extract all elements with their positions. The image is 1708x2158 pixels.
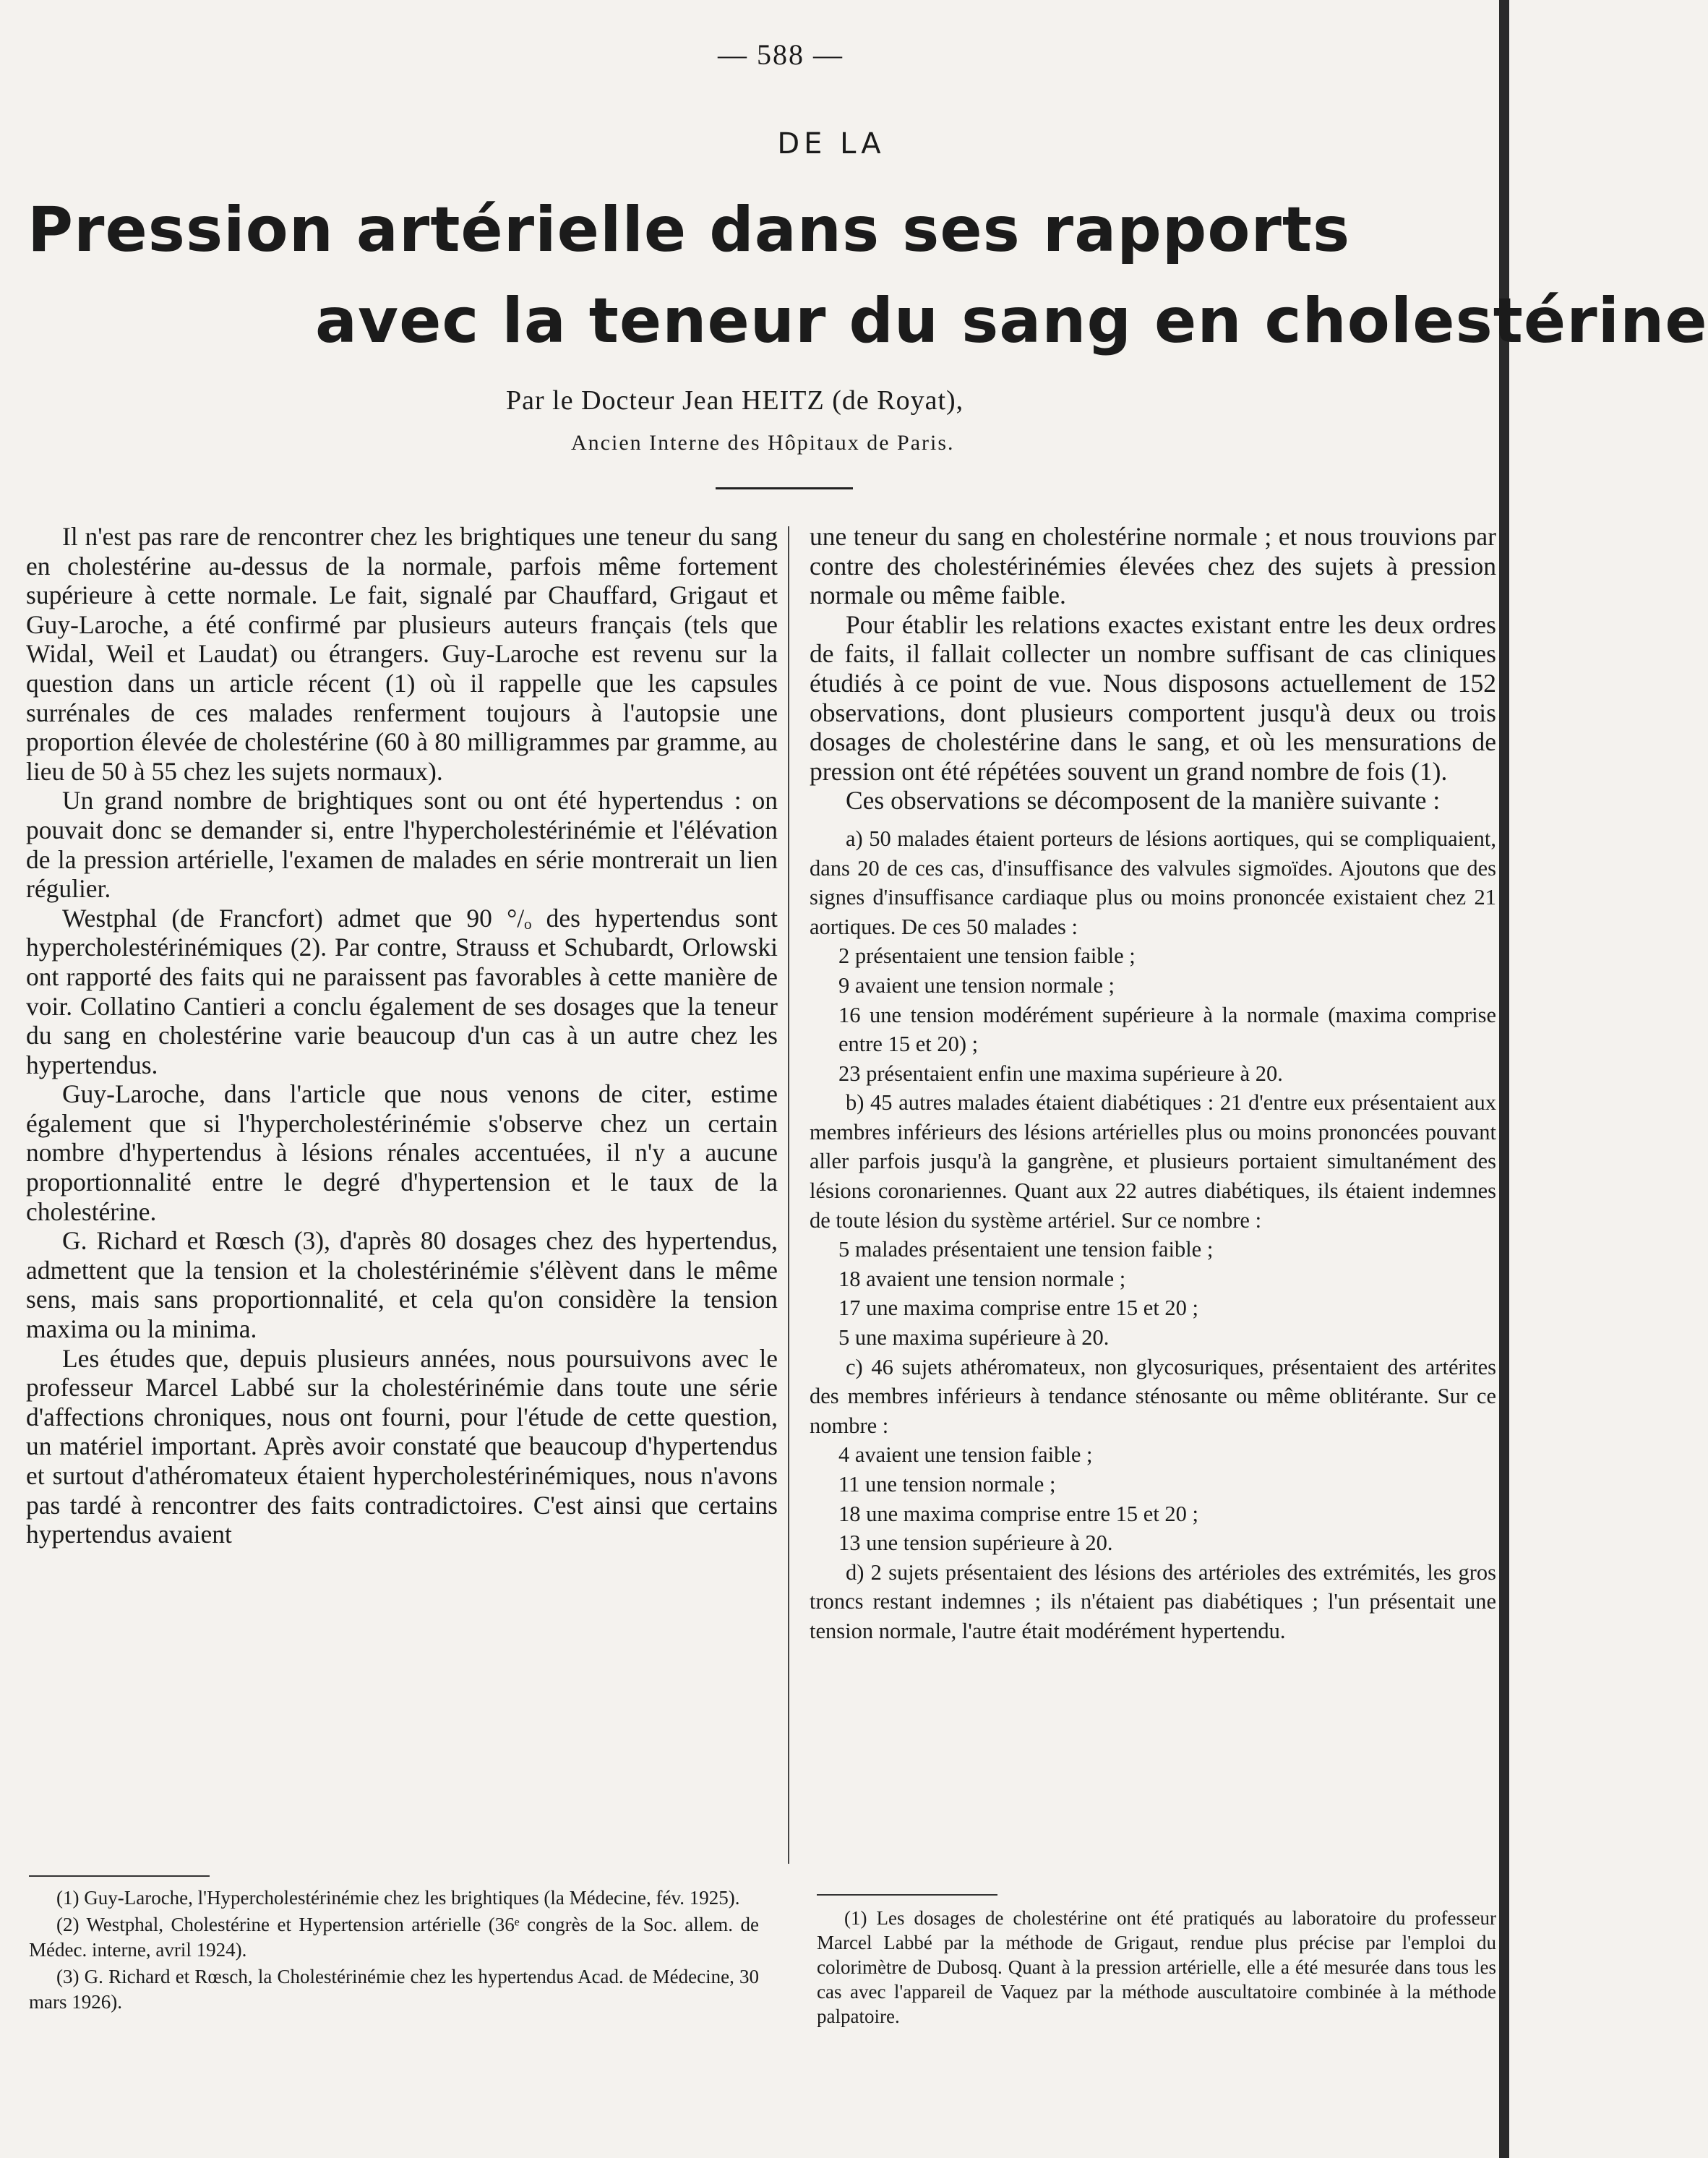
footnote-rule — [817, 1894, 997, 1896]
section-a-intro: a) 50 malades étaient porteurs de lésions aortiques, qui se compliquaient, dans 20 de ces cas, d'insuffisance des valvules sigmoïdes. Ajoutons que des signes d'insuffisance cardiaque plus ou moins prononcée existaient chez 21 aortiques. De ces 50 malades : — [810, 826, 1496, 939]
section-b-item: 18 avaient une tension normale ; — [838, 1266, 1126, 1291]
section-a-item: 2 présentaient une tension faible ; — [838, 943, 1136, 969]
title-prefix: DE LA — [777, 127, 885, 160]
footnotes-right — [817, 1906, 1496, 2030]
footnote: (1) Les dosages de cholestérine ont été pratiqués au laboratoire du professeur Marcel Labbé par la méthode de Grigaut, rendue plus précise par l'emploi du colorimètre de Dubosq. Quant à la pression artérielle, elle a été mesurée dans tous les cas avec l'appareil de Vaquez par la méthode auscultatoire combinée à la méthode palpatoire. — [817, 1907, 1496, 2027]
affiliation: Ancien Interne des Hôpitaux de Paris. — [571, 431, 955, 455]
paragraph: G. Richard et Rœsch (3), d'après 80 dosages chez des hypertendus, admettent que la tension et la cholestérinémie s'élèvent dans le même sens, mais sans proportionnalité, et cela qu'on considère la tension maxima ou la minima. — [26, 1226, 778, 1344]
section-c-item: 4 avaient une tension faible ; — [838, 1442, 1093, 1468]
paragraph: Ces observations se décomposent de la manière suivante : — [846, 786, 1441, 815]
column-divider — [788, 526, 789, 1864]
footnote: (2) Westphal, Cholestérine et Hypertension artérielle (36ᵉ congrès de la Soc. allem. de Médec. interne, avril 1924). — [29, 1914, 759, 1961]
section-c-intro: c) 46 sujets athéromateux, non glycosuriques, présentaient des artérites des membres inférieurs à tendance sténosante ou même oblitérante. Sur ce nombre : — [810, 1354, 1496, 1438]
left-column — [26, 522, 778, 1549]
section-b-item: 17 une maxima comprise entre 15 et 20 ; — [838, 1296, 1199, 1321]
paragraph: Les études que, depuis plusieurs années, nous poursuivons avec le professeur Marcel Labbé sur la cholestérinémie dans toute une série d'affections chroniques, nous ont fourni, pour l'étude de cette question, un matériel important. Après avoir constaté que beaucoup d'hypertendus et surtout d'athéromateux étaient hypercholestérinémiques, nous n'avons pas tardé à rencontrer des faits contradictoires. C'est ainsi que certains hypertendus avaient — [26, 1343, 778, 1549]
section-b-intro: b) 45 autres malades étaient diabétiques : 21 d'entre eux présentaient aux membres inférieurs des lésions artérielles plus ou moins prononcées pouvant aller parfois jusqu'à la gangrène, et plusieurs portaient simultanément des lésions coronariennes. Quant aux 22 autres diabétiques, ils étaient indemnes de toute lésion du système artériel. Sur ce nombre : — [810, 1090, 1496, 1233]
section-c-item: 18 une maxima comprise entre 15 et 20 ; — [838, 1501, 1199, 1526]
section-a-item: 9 avaient une tension normale ; — [838, 972, 1115, 998]
title-line-1: Pression artérielle dans ses rapports — [27, 194, 1351, 266]
section-b-item: 5 une maxima supérieure à 20. — [838, 1325, 1110, 1350]
byline: Par le Docteur Jean HEITZ (de Royat), — [506, 385, 964, 416]
footnote: (3) G. Richard et Rœsch, la Cholestérinémie chez les hypertendus Acad. de Médecine, 30 mars 1926). — [29, 1966, 759, 2013]
section-b-item: 5 malades présentaient une tension faible ; — [838, 1237, 1214, 1262]
right-column — [810, 522, 1496, 1646]
paragraph: une teneur du sang en cholestérine normale ; et nous trouvions par contre des cholestérinémies élevées chez des sujets à pression normale ou même faible. — [810, 522, 1496, 610]
section-c-item: 13 une tension supérieure à 20. — [838, 1530, 1113, 1556]
footnotes-left — [29, 1885, 759, 2016]
paragraph: Westphal (de Francfort) admet que 90 °/ₒ des hypertendus sont hypercholestérinémiques (2). Par contre, Strauss et Schubardt, Orlowski ont rapporté des faits qui ne paraissent pas favorables à cette manière de voir. Collatino Cantieri a conclu également de ses dosages que la teneur du sang en cholestérine varie beaucoup d'un cas à un autre chez les hypertendus. — [26, 903, 778, 1079]
paragraph: Un grand nombre de brightiques sont ou ont été hypertendus : on pouvait donc se demander si, entre l'hypercholestérinémie et l'élévation de la pression artérielle, l'examen de malades en série montrerait un lien régulier. — [26, 786, 778, 904]
paragraph: Guy-Laroche, dans l'article que nous venons de citer, estime également que si l'hypercholestérinémie s'observe chez un certain nombre d'hypertendus à lésions rénales accentuées, il n'y a aucune proportionnalité entre le degré d'hypertension et le taux de la cholestérine. — [26, 1079, 778, 1226]
section-d-text: d) 2 sujets présentaient des lésions des artérioles des extrémités, les gros troncs restant indemnes ; ils n'étaient pas diabétiques ; l'un présentait une tension normale, l'autre était modérément hypertendu. — [810, 1559, 1496, 1643]
section-c-item: 11 une tension normale ; — [838, 1472, 1056, 1497]
paragraph: Pour établir les relations exactes existant entre les deux ordres de faits, il fallait collecter un nombre suffisant de cas cliniques étudiés à ce point de vue. Nous disposons actuellement de 152 observations, dont plusieurs comportent jusqu'à deux ou trois dosages de cholestérine dans le sang, et où les mensurations de pression ont été répétées souvent un grand nombre de fois (1). — [810, 609, 1496, 786]
section-a-item: 16 une tension modérément supérieure à la normale (maxima comprise entre 15 et 20) ; — [838, 1002, 1496, 1057]
page-number: — 588 — — [718, 38, 844, 71]
title-rule — [716, 487, 853, 489]
footnote: (1) Guy-Laroche, l'Hypercholestérinémie chez les brightiques (la Médecine, fév. 1925). — [56, 1887, 740, 1909]
title-line-2: avec la teneur du sang en cholestérine — [315, 285, 1708, 357]
footnote-rule — [29, 1875, 210, 1877]
paragraph: Il n'est pas rare de rencontrer chez les brightiques une teneur du sang en cholestérine au-dessus de la normale, parfois même fortement supérieure à cette normale. Le fait, signalé par Chauffard, Grigaut et Guy-Laroche, a été confirmé par plusieurs auteurs français (tels que Widal, Weil et Laudat) ou étrangers. Guy-Laroche est revenu sur la question dans un article récent (1) où il rappelle que les capsules surrénales de ces malades renferment toujours à l'autopsie une proportion élevée de cholestérine (60 à 80 milligrammes par gramme, au lieu de 50 à 55 chez les sujets normaux). — [26, 522, 778, 786]
section-a-item: 23 présentaient enfin une maxima supérieure à 20. — [838, 1061, 1283, 1086]
